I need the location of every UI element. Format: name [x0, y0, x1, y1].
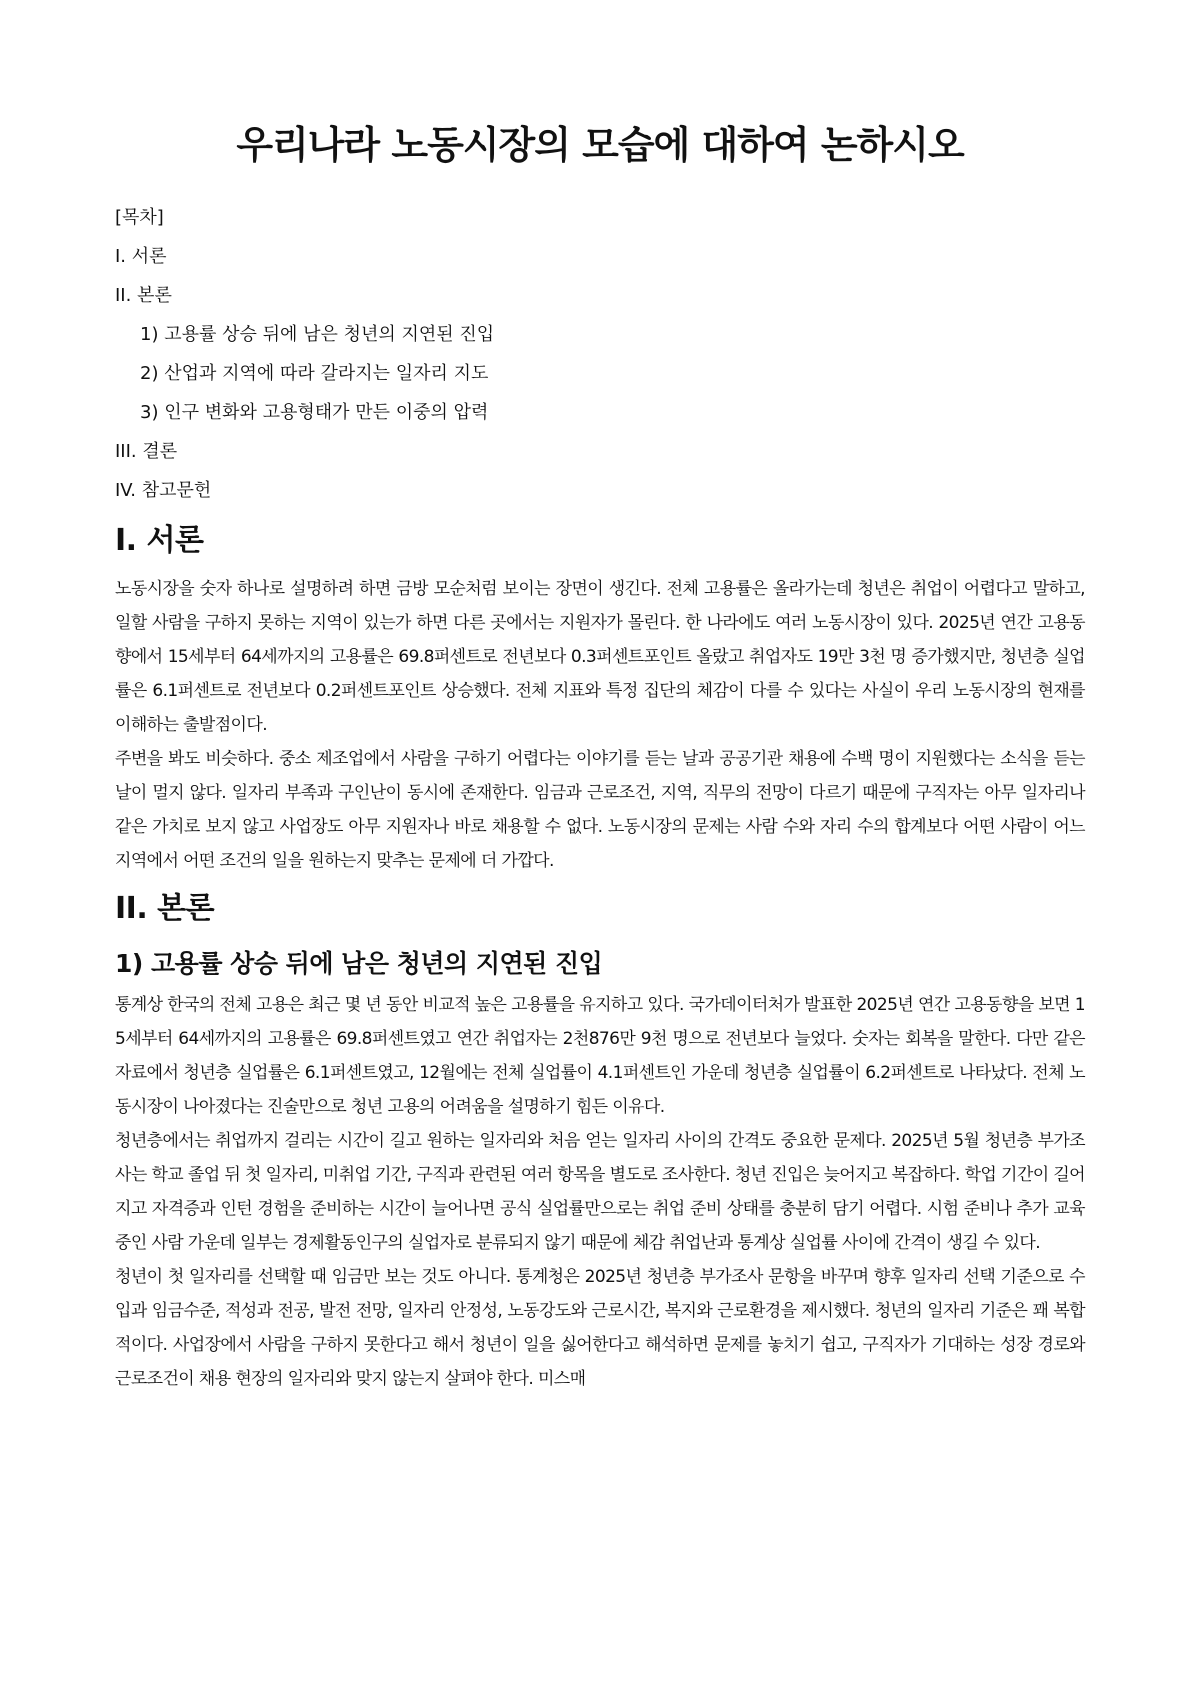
subsection-heading-1: 1) 고용률 상승 뒤에 남은 청년의 지연된 진입: [115, 949, 603, 978]
toc-heading: [목차]: [115, 207, 164, 228]
body-paragraph: 청년층에서는 취업까지 걸리는 시간이 길고 원하는 일자리와 처음 얻는 일자리 사이의 간격도 중요한 문제다. 2025년 5월 청년층 부가조사는 학교 졸업 뒤 첫 일자리, 미취업 기간, 구직과 관련된 여러 항목을 별도로 조사한다. 청년 진입은 늦어지고 복잡하다. 학업 기간이 길어지고 자격증과 인턴 경험을 준비하는 시간이 늘어나면 공식 실업률만으로는 취업 준비 상태를 충분히 담기 어렵다. 시험 준비나 추가 교육 중인 사람 가운데 일부는 경제활동인구의 실업자로 분류되지 않기 때문에 체감 취업난과 통계상 실업률 사이에 간격이 생길 수 있다.: [115, 1131, 1085, 1253]
section-heading-intro: I. 서론: [115, 523, 204, 558]
intro-paragraph: 주변을 봐도 비슷하다. 중소 제조업에서 사람을 구하기 어렵다는 이야기를 듣는 날과 공공기관 채용에 수백 명이 지원했다는 소식을 듣는 날이 멀지 않다. 일자리 부족과 구인난이 동시에 존재한다. 임금과 근로조건, 지역, 직무의 전망이 다르기 때문에 구직자는 아무 일자리나 같은 가치로 보지 않고 사업장도 아무 지원자나 바로 채용할 수 없다. 노동시장의 문제는 사람 수와 자리 수의 합계보다 어떤 사람이 어느 지역에서 어떤 조건의 일을 원하는지 맞추는 문제에 더 가깝다.: [115, 749, 1085, 871]
toc-item-intro: I. 서론: [115, 246, 167, 267]
toc-item-body-sub2: 2) 산업과 지역에 따라 갈라지는 일자리 지도: [140, 363, 489, 384]
body-paragraph: 통계상 한국의 전체 고용은 최근 몇 년 동안 비교적 높은 고용률을 유지하고 있다. 국가데이터처가 발표한 2025년 연간 고용동향을 보면 15세부터 64세까지의 고용률은 69.8퍼센트였고 연간 취업자는 2천876만 9천 명으로 전년보다 늘었다. 숫자는 회복을 말한다. 다만 같은 자료에서 청년층 실업률은 6.1퍼센트였고, 12월에는 전체 실업률이 4.1퍼센트인 가운데 청년층 실업률이 6.2퍼센트로 나타났다. 전체 노동시장이 나아졌다는 진술만으로 청년 고용의 어려움을 설명하기 힘든 이유다.: [115, 995, 1085, 1117]
toc-item-body: II. 본론: [115, 285, 172, 306]
toc-item-body-sub3: 3) 인구 변화와 고용형태가 만든 이중의 압력: [140, 402, 489, 423]
section-heading-body: II. 본론: [115, 891, 215, 926]
toc-item-conclusion: III. 결론: [115, 441, 178, 462]
document-title: 우리나라 노동시장의 모습에 대하여 논하시오: [236, 123, 964, 167]
body-paragraph: 청년이 첫 일자리를 선택할 때 임금만 보는 것도 아니다. 통계청은 2025년 청년층 부가조사 문항을 바꾸며 향후 일자리 선택 기준으로 수입과 임금수준, 적성과 전공, 발전 전망, 일자리 안정성, 노동강도와 근로시간, 복지와 근로환경을 제시했다. 청년의 일자리 기준은 꽤 복합적이다. 사업장에서 사람을 구하지 못한다고 해서 청년이 일을 싫어한다고 해석하면 문제를 놓치기 쉽고, 구직자가 기대하는 성장 경로와 근로조건이 채용 현장의 일자리와 맞지 않는지 살펴야 한다. 미스매: [115, 1267, 1085, 1389]
toc-item-body-sub1: 1) 고용률 상승 뒤에 남은 청년의 지연된 진입: [140, 324, 495, 345]
toc-item-references: IV. 참고문헌: [115, 480, 212, 501]
intro-paragraph: 노동시장을 숫자 하나로 설명하려 하면 금방 모순처럼 보이는 장면이 생긴다. 전체 고용률은 올라가는데 청년은 취업이 어렵다고 말하고, 일할 사람을 구하지 못하는 지역이 있는가 하면 다른 곳에서는 지원자가 몰린다. 한 나라에도 여러 노동시장이 있다. 2025년 연간 고용동향에서 15세부터 64세까지의 고용률은 69.8퍼센트로 전년보다 0.3퍼센트포인트 올랐고 취업자도 19만 3천 명 증가했지만, 청년층 실업률은 6.1퍼센트로 전년보다 0.2퍼센트포인트 상승했다. 전체 지표와 특정 집단의 체감이 다를 수 있다는 사실이 우리 노동시장의 현재를 이해하는 출발점이다.: [115, 579, 1085, 735]
table-of-contents: [115, 198, 1085, 510]
